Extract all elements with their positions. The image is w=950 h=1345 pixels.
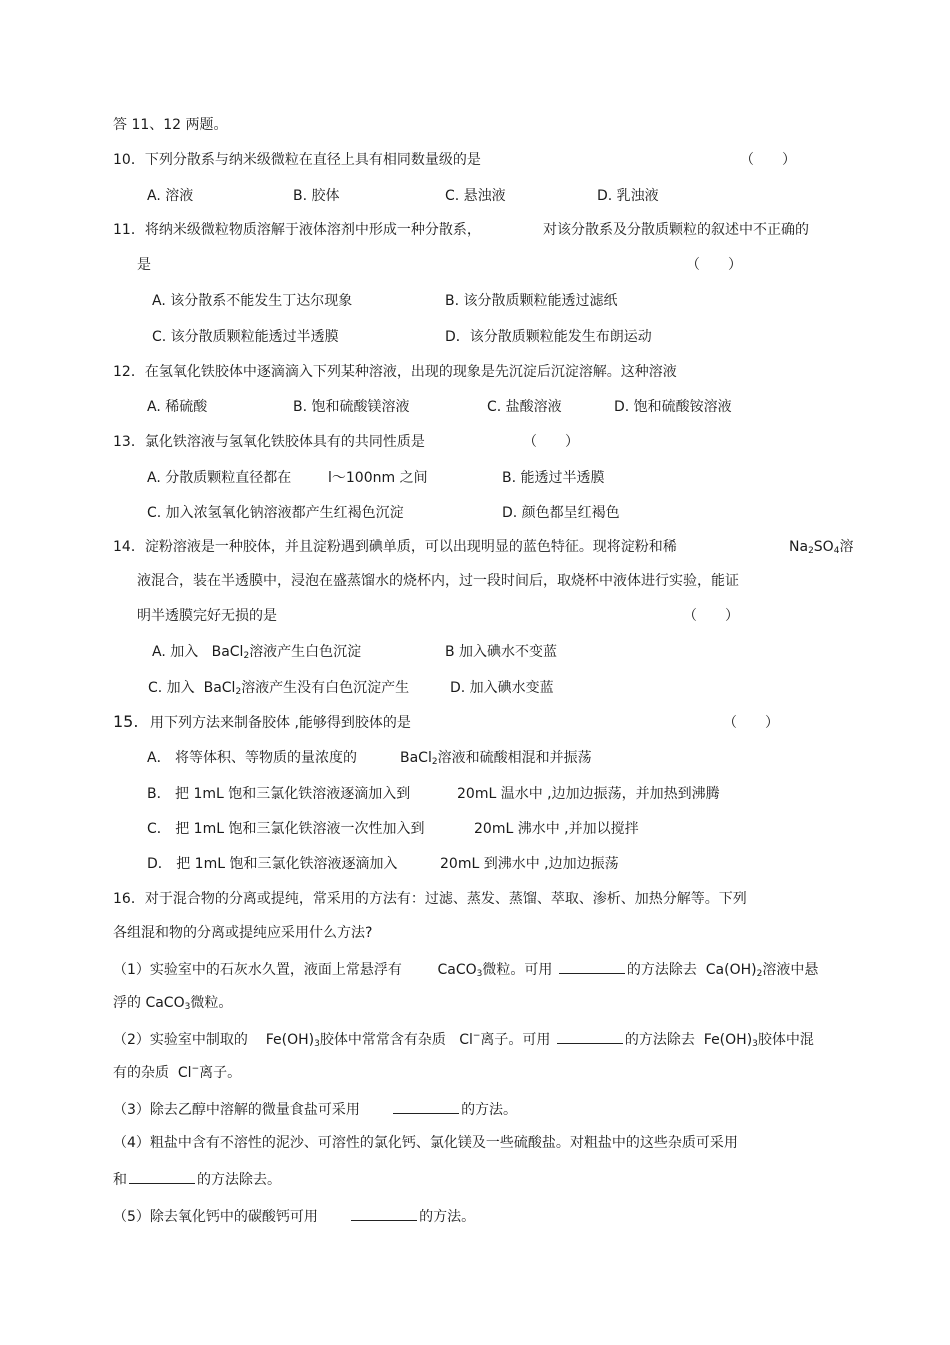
q14-option-c: C. 加入 BaCl$_2$溶液产生没有白色沉淀产生 (148, 680, 410, 697)
q13-answer-paren: （ ） (523, 434, 579, 450)
q15-option-d-1: D． 把 1mL 饱和三氯化铁溶液逐滴加入 (147, 856, 398, 872)
q12-option-d: D. 饱和硫酸铵溶液 (614, 399, 732, 415)
q16-part-4-line-1: （4）粗盐中含有不溶性的泥沙、可溶性的氯化钙、氯化镁及一些硫酸盐。对粗盐中的这些杂质可采用 (113, 1135, 738, 1151)
q14-option-b: B 加入碘水不变蓝 (445, 644, 558, 660)
q13-option-c: C. 加入浓氢氧化钠溶液都产生红褐色沉淀 (147, 505, 404, 521)
q11-stem-2: 对该分散系及分散质颗粒的叙述中不正确的 (543, 222, 809, 238)
q12-option-b: B. 饱和硫酸镁溶液 (293, 399, 410, 415)
q13-stem: 13．氯化铁溶液与氢氧化铁胶体具有的共同性质是 (113, 434, 425, 450)
q12-option-c: C. 盐酸溶液 (487, 399, 562, 415)
q14-na2so4: $Na_2SO_4$溶 (789, 539, 854, 556)
q14-option-a: A. 加入 BaCl$_2$溶液产生白色沉淀 (152, 644, 362, 661)
q10-option-c: C. 悬浊液 (445, 188, 506, 204)
q10-option-a: A. 溶液 (147, 188, 194, 204)
q15-option-c-2: 20mL 沸水中 ,并加以搅拌 (474, 821, 639, 837)
q12-stem: 12．在氢氧化铁胶体中逐滴滴入下列某种溶液，出现的现象是先沉淀后沉淀溶解。这种溶液 (113, 364, 677, 380)
q11-option-a: A. 该分散系不能发生丁达尔现象 (152, 293, 353, 309)
q10-answer-paren: （ ） (740, 152, 796, 168)
q11-answer-paren: （ ） (686, 257, 742, 273)
q13-option-d: D. 颜色都呈红褐色 (502, 505, 620, 521)
q11-stem-3: 是 (137, 257, 151, 273)
q16-part-4-line-2: 和 的方法除去。 (113, 1169, 281, 1189)
q10-option-d: D. 乳浊液 (597, 188, 659, 204)
q15-answer-paren: （ ） (723, 715, 779, 731)
q11-stem-1: 11．将纳米级微粒物质溶解于液体溶剂中形成一种分散系， (113, 222, 481, 238)
q16-part-2-line-2: 有的杂质 Cl−离子。 (113, 1064, 242, 1081)
q16-part-1-line-2: 浮的 CaCO$_3$微粒。 (113, 995, 233, 1012)
q14-answer-paren: （ ） (683, 608, 739, 624)
q15-number: 15. (113, 712, 139, 731)
q16-blank-4[interactable] (129, 1169, 195, 1184)
q16-part-5: （5）除去氧化钙中的碳酸钙可用 的方法。 (113, 1206, 475, 1226)
q15-option-c-1: C． 把 1mL 饱和三氯化铁溶液一次性加入到 (147, 821, 425, 837)
q16-blank-5[interactable] (351, 1206, 417, 1221)
q15-option-b-2: 20mL 温水中 ,边加边振荡，并加热到沸腾 (457, 786, 720, 802)
q11-option-b: B. 该分散质颗粒能透过滤纸 (445, 293, 618, 309)
q11-option-d: D．该分散质颗粒能发生布朗运动 (445, 329, 652, 345)
q10-option-b: B. 胶体 (293, 188, 340, 204)
q12-option-a: A. 稀硫酸 (147, 399, 208, 415)
q16-stem-2: 各组混和物的分离或提纯应采用什么方法? (113, 925, 373, 941)
q16-blank-1[interactable] (559, 959, 625, 974)
q16-stem-1: 16．对于混合物的分离或提纯，常采用的方法有：过滤、蒸发、蒸馏、萃取、渗析、加热分解等。下列 (113, 891, 747, 907)
q16-blank-3[interactable] (393, 1099, 459, 1114)
intro-text: 答 11、12 两题。 (113, 117, 228, 133)
q15-option-a-1: A． 将等体积、等物质的量浓度的 (147, 750, 358, 766)
q16-part-1-line-1: （1）实验室中的石灰水久置，液面上常悬浮有 CaCO$_3$微粒。可用 的方法除去 $Ca(OH)_2$溶液中悬 (113, 959, 818, 979)
q15-option-d-2: 20mL 到沸水中 ,边加边振荡 (440, 856, 619, 872)
q15-option-b-1: B． 把 1mL 饱和三氯化铁溶液逐滴加入到 (147, 786, 411, 802)
q14-stem-2: 液混合，装在半透膜中，浸泡在盛蒸馏水的烧杯内，过一段时间后，取烧杯中液体进行实验，能证 (137, 573, 739, 589)
q16-part-2-line-1: （2）实验室中制取的 $Fe(OH)_3$胶体中常常含有杂质 Cl−离子。可用 的方法除去 $Fe(OH)_3$胶体中混 (113, 1031, 814, 1049)
q15-option-a-2: BaCl$_2$溶液和硫酸相混和并振荡 (400, 750, 592, 767)
q16-blank-2[interactable] (557, 1029, 623, 1044)
q16-part-3: （3）除去乙醇中溶解的微量食盐可采用 的方法。 (113, 1099, 517, 1119)
q13-option-a-1: A. 分散质颗粒直径都在 (147, 470, 292, 486)
q15-stem: 用下列方法来制备胶体 ,能够得到胶体的是 (150, 715, 411, 731)
q14-stem-1: 14．淀粉溶液是一种胶体，并且淀粉遇到碘单质，可以出现明显的蓝色特征。现将淀粉和稀 (113, 539, 677, 555)
q14-option-d: D. 加入碘水变蓝 (450, 680, 554, 696)
q13-option-b: B. 能透过半透膜 (502, 470, 605, 486)
q13-option-a-2: l～100nm 之间 (328, 470, 428, 486)
q14-stem-3: 明半透膜完好无损的是 (137, 608, 277, 624)
q10-stem: 10．下列分散系与纳米级微粒在直径上具有相同数量级的是 (113, 152, 481, 168)
q11-option-c: C. 该分散质颗粒能透过半透膜 (152, 329, 339, 345)
